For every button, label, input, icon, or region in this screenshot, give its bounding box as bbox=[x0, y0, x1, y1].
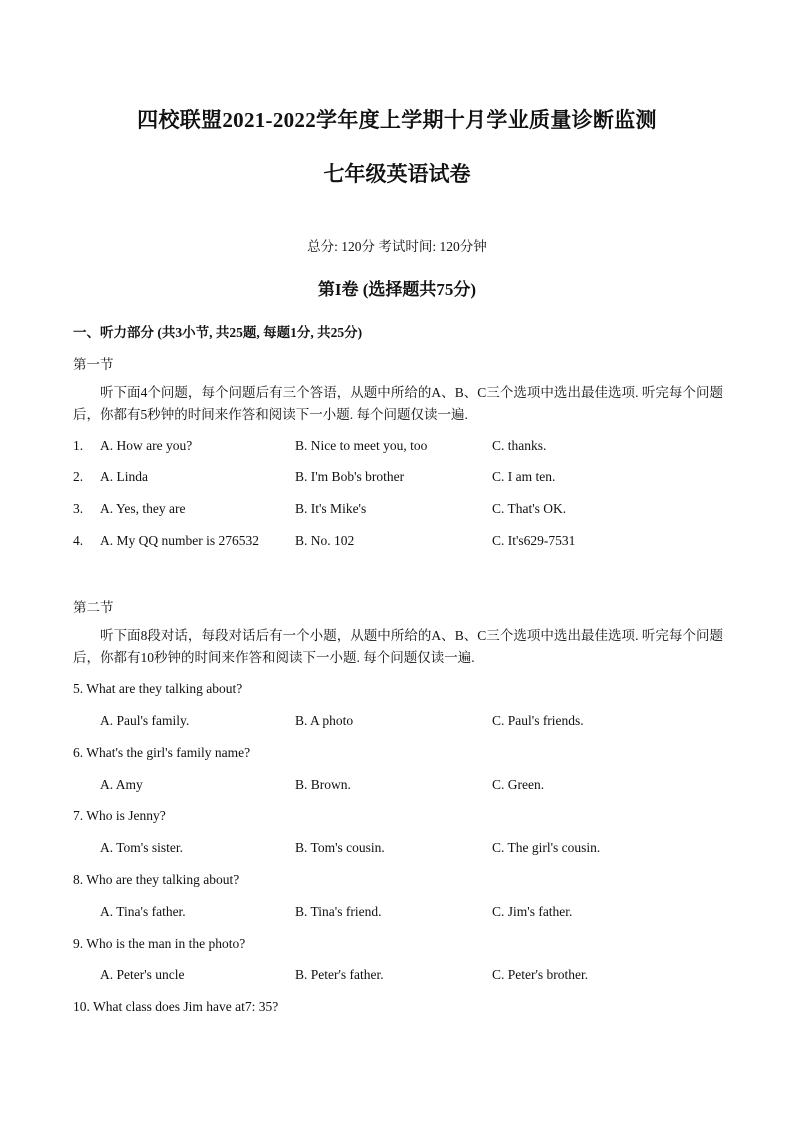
option-a: A. How are you? bbox=[100, 438, 193, 453]
option-c: C. Green. bbox=[492, 777, 545, 792]
option-c: C. I am ten. bbox=[492, 469, 556, 484]
option-b: B. A photo bbox=[295, 713, 354, 728]
question-stem: 9. Who is the man in the photo? bbox=[73, 936, 246, 951]
question-row bbox=[73, 501, 723, 521]
question-stem: 8. Who are they talking about? bbox=[73, 872, 240, 887]
exam-meta: 总分: 120分 考试时间: 120分钟 bbox=[307, 239, 487, 254]
question-number: 1. bbox=[73, 438, 84, 453]
option-c: C. Paul's friends. bbox=[492, 713, 584, 728]
option-b: B. Tina's friend. bbox=[295, 904, 382, 919]
question-options bbox=[73, 713, 723, 733]
option-a: A. Linda bbox=[100, 469, 148, 484]
section-label: 第二节 bbox=[73, 600, 114, 615]
option-a: A. Tina's father. bbox=[100, 904, 186, 919]
question-options bbox=[73, 967, 723, 987]
question-options bbox=[73, 777, 723, 797]
option-b: B. Peter's father. bbox=[295, 967, 384, 982]
question-stem: 5. What are they talking about? bbox=[73, 681, 243, 696]
option-b: B. No. 102 bbox=[295, 533, 355, 548]
question-row bbox=[73, 533, 723, 553]
option-c: C. Jim's father. bbox=[492, 904, 573, 919]
option-b: B. It's Mike's bbox=[295, 501, 367, 516]
section-instructions: 听下面8段对话，每段对话后有一个小题，从题中所给的A、B、C三个选项中选出最佳选项. 听完每个问题后，你都有10秒钟的时间来作答和阅读下一小题. 每个问题仅读一遍. bbox=[73, 628, 723, 665]
question-stem: 7. Who is Jenny? bbox=[73, 808, 166, 823]
volume-heading: 第I卷 (选择题共75分) bbox=[317, 280, 477, 299]
option-a: A. My QQ number is 276532 bbox=[100, 533, 259, 548]
section-label: 第一节 bbox=[73, 357, 114, 372]
option-c: C. That's OK. bbox=[492, 501, 567, 516]
option-c: C. It's629-7531 bbox=[492, 533, 576, 548]
option-b: B. Nice to meet you, too bbox=[295, 438, 428, 453]
question-options bbox=[73, 904, 723, 924]
section-instructions: 听下面4个问题，每个问题后有三个答语，从题中所给的A、B、C三个选项中选出最佳选项. 听完每个问题后，你都有5秒钟的时间来作答和阅读下一小题. 每个问题仅读一遍. bbox=[73, 385, 723, 422]
question-row bbox=[73, 469, 723, 489]
question-row bbox=[73, 438, 723, 458]
question-options bbox=[73, 840, 723, 860]
option-c: C. thanks. bbox=[492, 438, 547, 453]
option-a: A. Peter's uncle bbox=[100, 967, 185, 982]
question-stem: 6. What's the girl's family name? bbox=[73, 745, 251, 760]
question-number: 4. bbox=[73, 533, 84, 548]
option-b: B. Tom's cousin. bbox=[295, 840, 385, 855]
question-number: 2. bbox=[73, 469, 84, 484]
exam-title: 四校联盟2021-2022学年度上学期十月学业质量诊断监测 bbox=[137, 108, 657, 132]
option-b: B. I'm Bob's brother bbox=[295, 469, 405, 484]
question-number: 3. bbox=[73, 501, 84, 516]
option-b: B. Brown. bbox=[295, 777, 351, 792]
exam-subtitle: 七年级英语试卷 bbox=[323, 162, 471, 186]
question-stem: 10. What class does Jim have at7: 35? bbox=[73, 999, 279, 1014]
option-a: A. Amy bbox=[100, 777, 143, 792]
option-c: C. Peter's brother. bbox=[492, 967, 589, 982]
option-c: C. The girl's cousin. bbox=[492, 840, 601, 855]
part-heading: 一、听力部分 (共3小节, 共25题, 每题1分, 共25分) bbox=[73, 325, 363, 340]
option-a: A. Tom's sister. bbox=[100, 840, 183, 855]
option-a: A. Yes, they are bbox=[100, 501, 186, 516]
option-a: A. Paul's family. bbox=[100, 713, 190, 728]
